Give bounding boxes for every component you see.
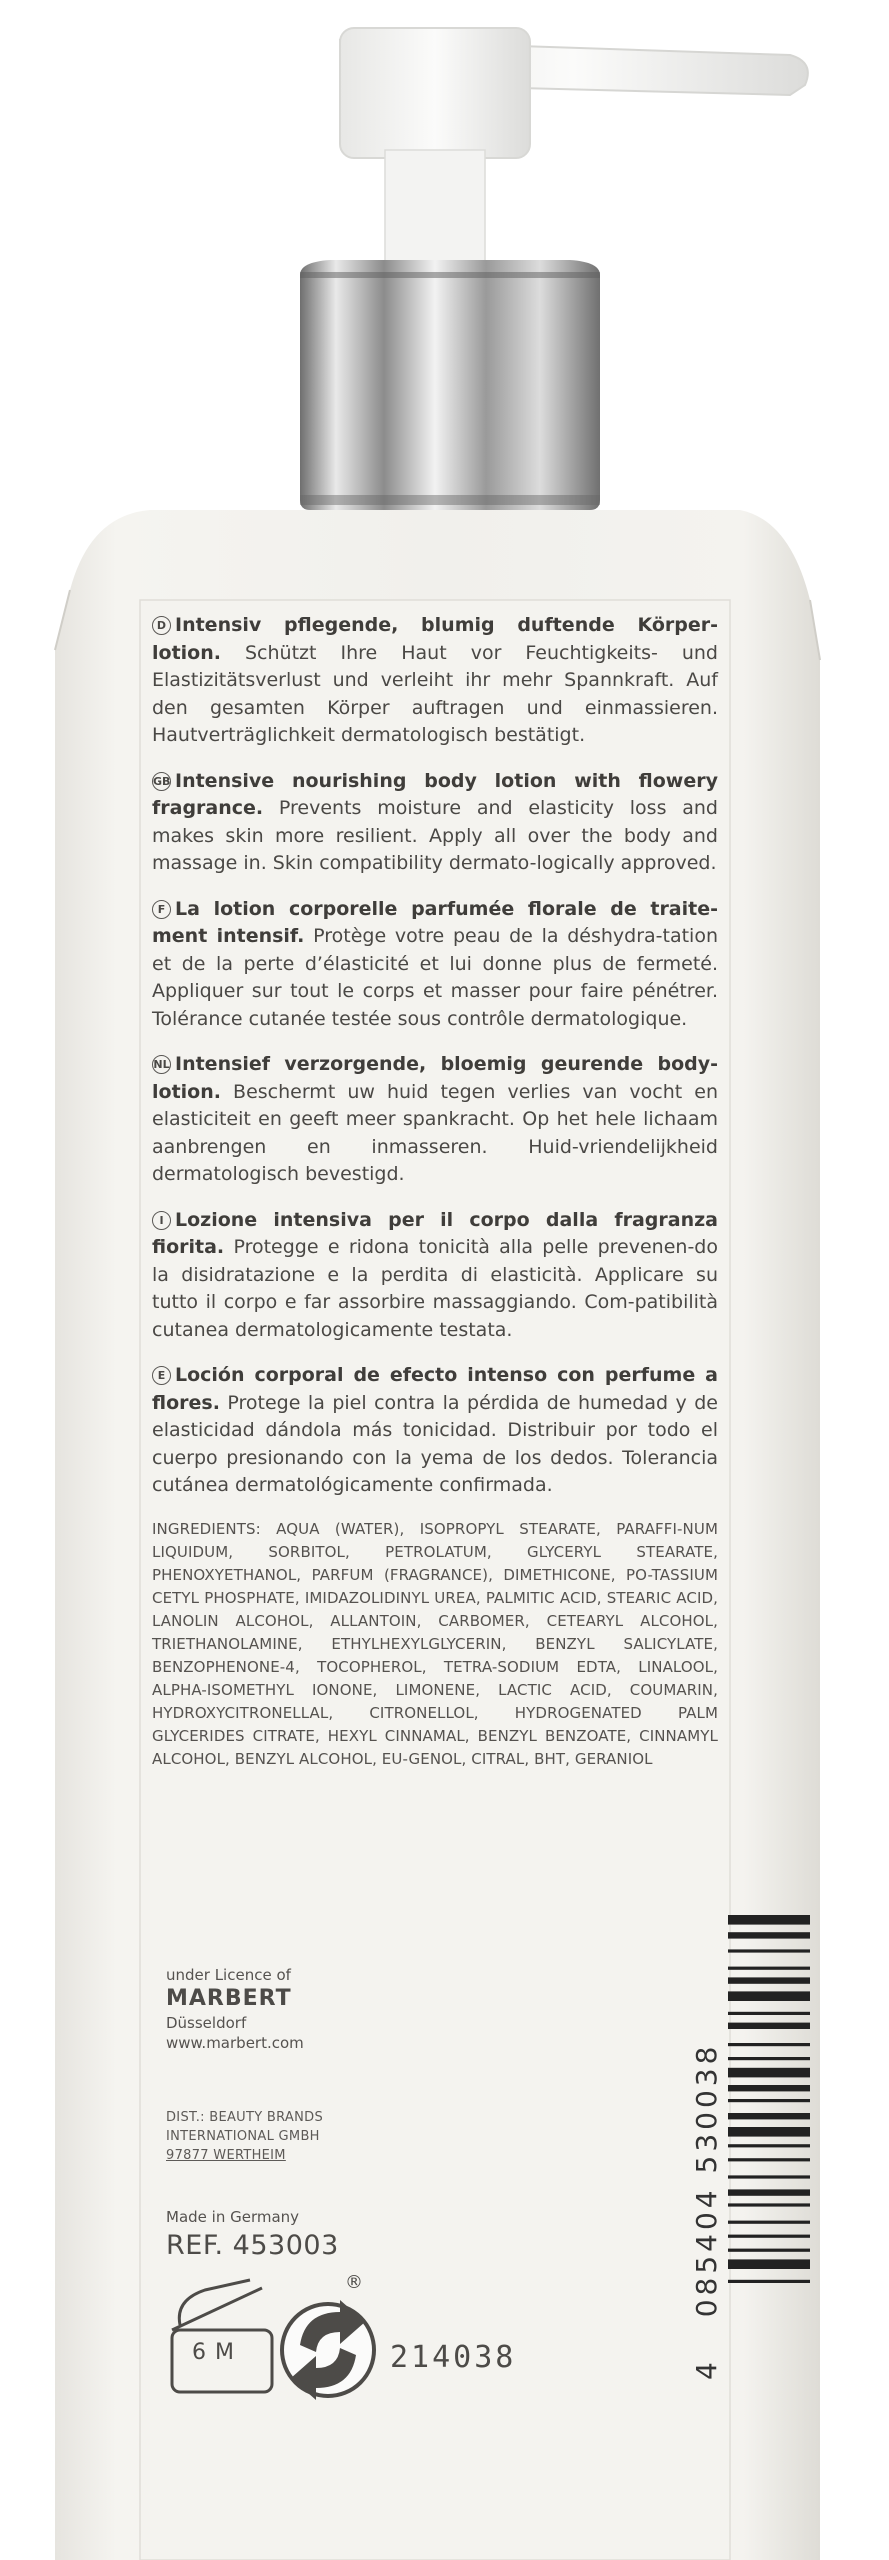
language-code-badge: E <box>152 1366 171 1385</box>
barcode-bar <box>728 2158 810 2161</box>
batch-code: 214038 <box>390 2340 517 2375</box>
barcode-bar <box>728 2221 810 2224</box>
language-code-badge: GB <box>152 772 171 791</box>
label-text-block <box>152 612 718 1771</box>
description-paragraph <box>152 896 718 1034</box>
barcode-bar <box>728 2280 810 2283</box>
brand-city: Düsseldorf <box>166 2014 247 2032</box>
barcode-bar <box>728 2203 810 2206</box>
description-lead: Intensief verzorgende, bloemig geurende body-lotion. <box>152 1053 718 1103</box>
description-paragraph <box>152 1051 718 1189</box>
barcode-bar <box>728 1932 810 1938</box>
description-body: Beschermt uw huid tegen verlies van vocht en elasticiteit en geeft meer spankracht. Op het hele lichaam aanbrengen en inmasseren. Huid-vriendelijkheid dermatologisch bevestigd. <box>152 1080 718 1185</box>
brand-name: MARBERT <box>166 1986 292 2011</box>
language-code-badge: NL <box>152 1055 171 1074</box>
description-body: Protege la piel contra la pérdida de humedad y de elasticidad dándola más tonicidad. Distribuir por todo el cuerpo presionando con la yema de los dedos. Tolerancia cutánea dermatológicamente confirmada. <box>152 1391 718 1496</box>
barcode-bar <box>728 2023 810 2029</box>
pao-months: 6 M <box>192 2340 235 2365</box>
barcode-bar <box>728 2249 810 2252</box>
description-paragraph <box>152 612 718 750</box>
barcode-bar <box>728 2189 810 2195</box>
language-code-badge: D <box>152 616 171 635</box>
description-body: Schützt Ihre Haut vor Feuchtigkeits- und Elastizitätsverlust und verleiht ihr mehr Spannkraft. Auf den gesamten Körper auftragen und einmassieren. Hautverträglichkeit dermatologisch bestätigt. <box>152 641 718 746</box>
chrome-collar <box>300 260 600 510</box>
barcode-bar <box>728 1949 810 1952</box>
description-lead: Intensive nourishing body lotion with flowery fragrance. <box>152 769 718 819</box>
distributor-info <box>166 2108 323 2165</box>
description-paragraph <box>152 1362 718 1500</box>
registered-mark: ® <box>345 2272 363 2293</box>
description-lead: Loción corporal de efecto intenso con perfume a flores. <box>152 1364 718 1414</box>
pump-stem <box>385 150 485 270</box>
barcode-digits <box>690 1960 726 2380</box>
barcode-bar <box>728 2057 810 2060</box>
barcode-bar <box>728 1991 810 2001</box>
description-paragraph <box>152 1207 718 1345</box>
barcode-bar <box>728 2099 810 2102</box>
company-info <box>166 1965 304 2053</box>
description-lead: Lozione intensiva per il corpo dalla fragranza fiorita. <box>152 1208 718 1258</box>
distributor-line: INTERNATIONAL GMBH <box>166 2129 320 2144</box>
language-code-badge: F <box>152 900 171 919</box>
barcode-bar <box>728 2235 810 2238</box>
barcode-bar <box>728 2085 810 2091</box>
pump-head <box>340 28 530 158</box>
barcode-bar <box>728 1967 810 1970</box>
language-code-badge: I <box>152 1211 171 1230</box>
made-in: Made in Germany <box>166 2208 300 2226</box>
description-body: Protège votre peau de la déshydra-tation et de la perte d’élasticité et lui donne plus de fermeté. Appliquer sur tout le corps et masser pour faire pénétrer. Tolérance cutanée testée sous contrôle dermatologique. <box>152 925 718 1030</box>
barcode-bar <box>728 2259 810 2269</box>
barcode-bar <box>728 2144 810 2147</box>
description-lead: La lotion corporelle parfumée florale de traite-ment intensif. <box>152 897 718 947</box>
barcode-bar <box>728 2127 810 2137</box>
description-body: Protegge e ridona tonicità alla pelle prevenen-do la disidratazione e la perdita di elasticità. Applicare su tutto il corpo e far assorbire massaggiando. Com-patibilità cutanea dermatologicamente testata. <box>152 1236 718 1341</box>
multilingual-descriptions <box>152 612 718 1500</box>
barcode-bar <box>728 2012 810 2015</box>
barcode-bar <box>728 1977 810 1983</box>
description-body: Prevents moisture and elasticity loss and makes skin more resilient. Apply all over the body and massage in. Skin compatibility dermato-logically approved. <box>152 797 718 874</box>
ingredients-list: INGREDIENTS: AQUA (WATER), ISOPROPYL STEARATE, PARAFFI-NUM LIQUIDUM, SORBITOL, PETROLATUM, GLYCERYL STEARATE, PHENOXYETHANOL, PARFUM (FRAGRANCE), DIMETHICONE, PO-TASSIUM CETYL PHOSPHATE, IMIDAZOLIDINYL UREA, PALMITIC ACID, STEARIC ACID, LANOLIN ALCOHOL, ALLANTOIN, CARBOMER, CETEARYL ALCOHOL, TRIETHANOLAMINE, ETHYLHEXYLGLYCERIN, BENZYL SALICYLATE, BENZOPHENONE-4, TOCOPHEROL, TETRA-SODIUM EDTA, LINALOOL, ALPHA-ISOMETHYL IONONE, LIMONENE, LACTIC ACID, COUMARIN, HYDROXYCITRONELLAL, CITRONELLOL, HYDROGENATED PALM GLYCERIDES CITRATE, HEXYL CINNAMAL, BENZYL BENZOATE, CINNAMYL ALCOHOL, BENZYL ALCOHOL, EU-GENOL, CITRAL, BHT, GERANIOL <box>152 1519 718 1768</box>
recycle-icon <box>282 2300 374 2400</box>
distributor-address: 97877 WERTHEIM <box>166 2148 286 2163</box>
description-paragraph <box>152 768 718 878</box>
distributor-line: DIST.: BEAUTY BRANDS <box>166 2110 323 2125</box>
barcode-bar <box>728 2043 810 2046</box>
brand-website: www.marbert.com <box>166 2034 304 2052</box>
reference-number: REF. 453003 <box>166 2230 339 2261</box>
barcode-bar <box>728 2175 810 2178</box>
barcode-number: 085404 530038 <box>690 2042 723 2318</box>
barcode-bar <box>728 2113 810 2119</box>
barcode-bar <box>728 2068 810 2078</box>
barcode-bar <box>728 1915 810 1925</box>
barcode-first-digit: 4 <box>690 2358 723 2380</box>
description-lead: Intensiv pflegende, blumig duftende Körper-lotion. <box>152 614 718 664</box>
licence-text: under Licence of <box>166 1966 291 1984</box>
